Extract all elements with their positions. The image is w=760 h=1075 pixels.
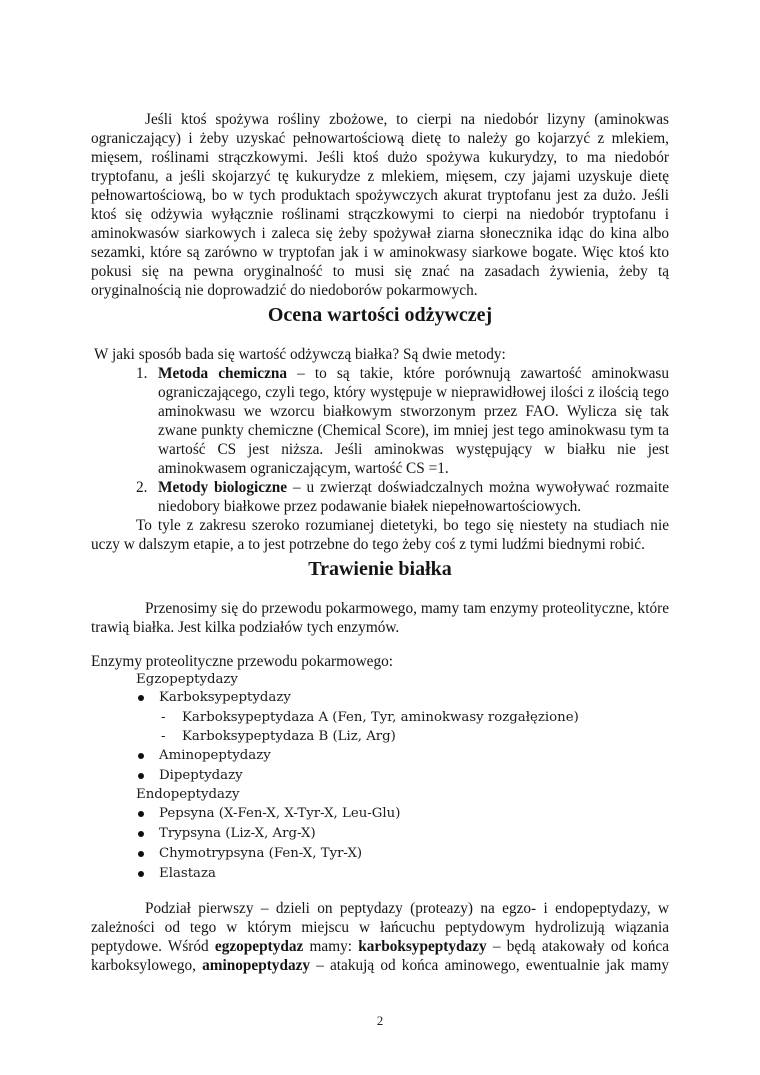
dash-icon: - — [161, 710, 166, 725]
list-item: Pepsyna (X-Fen-X, X-Tyr-X, Leu-Glu) — [159, 806, 401, 821]
text-span: – atakują od końca aminowego, ewentualnie jak mamy — [310, 957, 669, 974]
text-line — [91, 956, 669, 975]
text-line: mięsem, roślinami strączkowymi. Jeśli ktoś dużo spożywa kukurydzy, to ma niedobór — [91, 149, 669, 166]
text-line: trawią białka. Jest kilka podziałów tych enzymów. — [91, 619, 400, 636]
enzyme-list-title: Enzymy proteolityczne przewodu pokarmowego: — [91, 653, 394, 670]
bold-term: egzopeptydaz — [214, 938, 304, 955]
text-line: zależności od tego w którym miejscu w łańcuchu peptydowym hydrolizują wiązania — [91, 919, 669, 936]
bullet-icon — [138, 695, 144, 701]
text-line: oryginalnością nie doprowadzić do niedoborów pokarmowych. — [91, 282, 478, 299]
method-title: Metody biologiczne — [158, 479, 288, 496]
bullet-icon — [138, 851, 144, 857]
text-line: uczy w dalszym etapie, a to jest potrzebne do tego żeby coś z tymi ludźmi biednymi robić. — [91, 536, 645, 553]
list-item: Aminopeptydazy — [159, 748, 271, 763]
text-span: – to są takie, które porównują zawartość aminokwasu — [287, 365, 669, 382]
text-span: mamy: — [303, 938, 359, 955]
text-line: ograniczający) i żeby uzyskać pełnowartościową dietę to należy go kojarzyć z mlekiem, — [91, 130, 669, 147]
text-line: wartość CS jest niższa. Jeśli aminokwas występujący w białku nie jest — [158, 441, 669, 458]
list-number: 2. — [136, 479, 148, 496]
text-line: sezamki, które są zarówno w tryptofan jak i w aminokwasy siarkowe bogate. Więc ktoś kto — [91, 244, 669, 261]
bullet-icon — [138, 753, 144, 759]
list-item: Trypsyna (Liz-X, Arg-X) — [159, 826, 316, 841]
text-line: ograniczającego, czyli tego, który występuje w nieprawidłowej ilości z ilością tego — [158, 384, 669, 401]
text-line: aminokwasów siarkowych i zaleca się żeby spożywał ziarna słonecznika idąc do kina albo — [91, 225, 669, 242]
sub-list-item: Karboksypeptydaza A (Fen, Tyr, aminokwasy rozgałęzione) — [182, 710, 579, 725]
list-item: Chymotrypsyna (Fen-X, Tyr-X) — [159, 846, 363, 861]
text-line: To tyle z zakresu szeroko rozumianej dietetyki, bo tego się niestety na studiach nie — [136, 517, 669, 534]
text-line: pokusi się na pewna oryginalność to musi się znać na zasadach żywienia, żeby tą — [91, 263, 669, 280]
text-line: aminokwasem ograniczającym, wartość CS =1. — [158, 460, 449, 477]
group-egzopeptydazy: Egzopeptydazy — [136, 672, 238, 687]
text-span: karboksylowego, — [91, 957, 203, 974]
bullet-icon — [138, 871, 144, 877]
bullet-icon — [138, 831, 144, 837]
section-heading-trawienie: Trawienie białka — [308, 558, 452, 580]
text-line: niedobory białkowe przez podawanie białek niepełnowartościowych. — [158, 498, 582, 515]
text-line: ktoś się odżywia wyłącznie roślinami strączkowymi to cierpi na niedobór tryptofanu i — [91, 206, 669, 223]
group-endopeptydazy: Endopeptydazy — [136, 787, 240, 802]
text-line: zwane punkty chemiczne (Chemical Score), im mniej jest tego aminokwasu tym ta — [158, 422, 669, 439]
question-text: W jaki sposób bada się wartość odżywczą białka? Są dwie metody: — [94, 346, 506, 363]
text-line: Podział pierwszy – dzieli on peptydazy (proteazy) na egzo- i endopeptydazy, w — [145, 900, 669, 917]
text-line: Jeśli ktoś spożywa rośliny zbożowe, to cierpi na niedobór lizyny (aminokwas — [145, 111, 669, 128]
list-item: Elastaza — [159, 866, 216, 881]
dash-icon: - — [161, 729, 166, 744]
bold-term: aminopeptydazy — [202, 957, 311, 974]
text-line: Przenosimy się do przewodu pokarmowego, mamy tam enzymy proteolityczne, które — [145, 600, 669, 617]
text-line — [158, 478, 669, 497]
bold-term: karboksypeptydazy — [358, 938, 487, 955]
text-line — [91, 937, 669, 956]
text-line — [158, 364, 669, 383]
text-span: – będą atakowały od końca — [486, 938, 669, 955]
text-line: aminokwasu we wzorcu białkowym stworzonym przez FAO. Wylicza się tak — [158, 403, 669, 420]
bullet-icon — [138, 811, 144, 817]
text-span: – u zwierząt doświadczalnych można wywoływać rozmaite — [287, 479, 670, 496]
section-heading-ocena: Ocena wartości odżywczej — [267, 304, 493, 326]
text-line: tryptofanu, a jeśli skojarzyć tę kukurydze z mlekiem, mięsem, czy jajami uzyskuje dietę — [91, 168, 669, 185]
method-title: Metoda chemiczna — [158, 365, 288, 382]
text-span: peptydowe. Wśród — [91, 938, 215, 955]
page-number: 2 — [376, 1013, 384, 1028]
bullet-icon — [138, 773, 144, 779]
list-item: Karboksypeptydazy — [159, 690, 291, 705]
list-item: Dipeptydazy — [159, 768, 243, 783]
list-number: 1. — [136, 365, 148, 382]
sub-list-item: Karboksypeptydaza B (Liz, Arg) — [182, 729, 396, 744]
text-line: pełnowartościową, bo w tych produktach spożywczych akurat tryptofanu jest za dużo. Jeśli — [91, 187, 669, 204]
